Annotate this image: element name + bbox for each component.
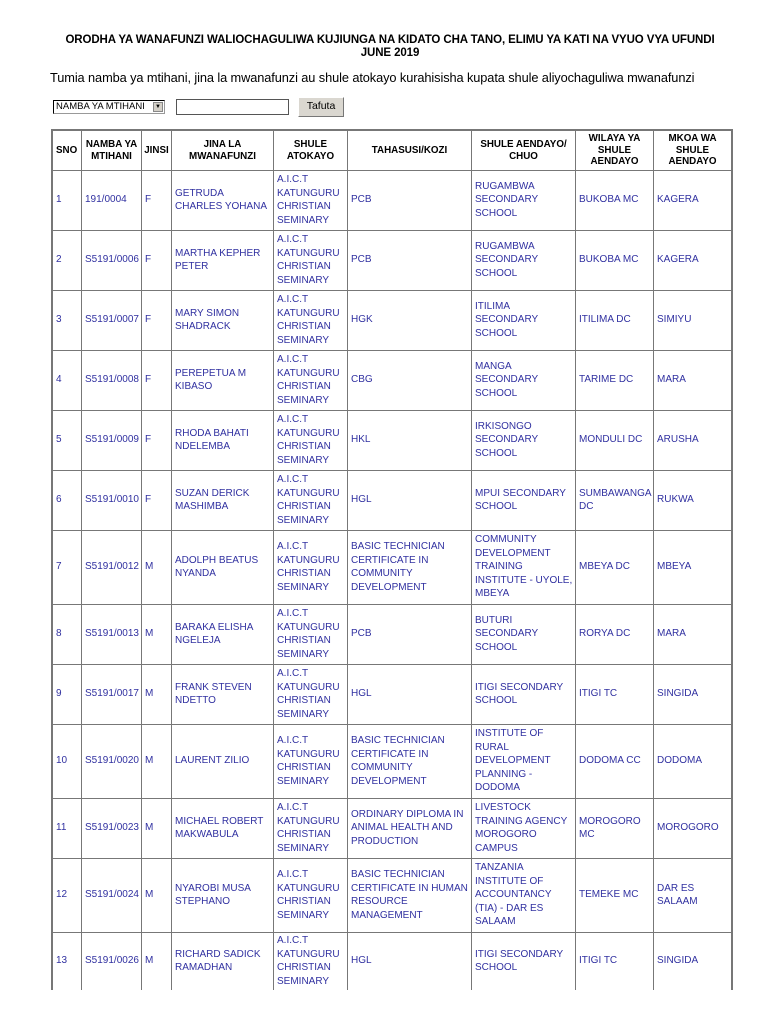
cell-sno: 13 bbox=[53, 933, 82, 990]
cell-kozi: HGL bbox=[348, 665, 472, 725]
cell-jinsi: M bbox=[142, 859, 172, 933]
chevron-down-icon[interactable]: ▼ bbox=[153, 102, 163, 112]
cell-namba: S5191/0008 bbox=[82, 351, 142, 411]
cell-sno: 9 bbox=[53, 665, 82, 725]
cell-aendayo: LIVESTOCK TRAINING AGENCY MOROGORO CAMPUS bbox=[472, 799, 576, 859]
table-row bbox=[53, 665, 731, 725]
cell-aendayo: ITILIMA SECONDARY SCHOOL bbox=[472, 291, 576, 351]
cell-jina: NYAROBI MUSA STEPHANO bbox=[172, 859, 274, 933]
table-row bbox=[53, 471, 731, 531]
cell-wilaya: BUKOBA MC bbox=[576, 171, 654, 231]
cell-aendayo: IRKISONGO SECONDARY SCHOOL bbox=[472, 411, 576, 471]
cell-wilaya: TARIME DC bbox=[576, 351, 654, 411]
page-title bbox=[40, 34, 740, 60]
cell-kozi: PCB bbox=[348, 605, 472, 665]
cell-jinsi: F bbox=[142, 471, 172, 531]
cell-namba: S5191/0010 bbox=[82, 471, 142, 531]
cell-sno: 2 bbox=[53, 231, 82, 291]
cell-jinsi: M bbox=[142, 605, 172, 665]
table-row bbox=[53, 725, 731, 799]
cell-jinsi: M bbox=[142, 665, 172, 725]
cell-jinsi: F bbox=[142, 291, 172, 351]
table-row bbox=[53, 859, 731, 933]
cell-sno: 11 bbox=[53, 799, 82, 859]
cell-jina: GETRUDA CHARLES YOHANA bbox=[172, 171, 274, 231]
cell-wilaya: ITIGI TC bbox=[576, 665, 654, 725]
cell-jina: SUZAN DERICK MASHIMBA bbox=[172, 471, 274, 531]
cell-aendayo: MPUI SECONDARY SCHOOL bbox=[472, 471, 576, 531]
cell-sno: 1 bbox=[53, 171, 82, 231]
cell-aendayo: COMMUNITY DEVELOPMENT TRAINING INSTITUTE - UYOLE, MBEYA bbox=[472, 531, 576, 605]
cell-namba: S5191/0006 bbox=[82, 231, 142, 291]
table-row bbox=[53, 231, 731, 291]
cell-sno: 4 bbox=[53, 351, 82, 411]
cell-jinsi: F bbox=[142, 351, 172, 411]
cell-kozi: BASIC TECHNICIAN CERTIFICATE IN COMMUNITY DEVELOPMENT bbox=[348, 531, 472, 605]
cell-jinsi: M bbox=[142, 531, 172, 605]
table-row bbox=[53, 531, 731, 605]
cell-sno: 10 bbox=[53, 725, 82, 799]
cell-aendayo: RUGAMBWA SECONDARY SCHOOL bbox=[472, 231, 576, 291]
cell-atokayo: A.I.C.T KATUNGURU CHRISTIAN SEMINARY bbox=[274, 471, 348, 531]
cell-jina: MARTHA KEPHER PETER bbox=[172, 231, 274, 291]
cell-mkoa: SINGIDA bbox=[654, 665, 731, 725]
cell-jina: MICHAEL ROBERT MAKWABULA bbox=[172, 799, 274, 859]
cell-jina: BARAKA ELISHA NGELEJA bbox=[172, 605, 274, 665]
column-header-kozi: TAHASUSI/KOZI bbox=[348, 131, 472, 171]
cell-namba: S5191/0024 bbox=[82, 859, 142, 933]
table-row bbox=[53, 933, 731, 990]
cell-atokayo: A.I.C.T KATUNGURU CHRISTIAN SEMINARY bbox=[274, 799, 348, 859]
cell-atokayo: A.I.C.T KATUNGURU CHRISTIAN SEMINARY bbox=[274, 231, 348, 291]
table-row bbox=[53, 171, 731, 231]
cell-kozi: BASIC TECHNICIAN CERTIFICATE IN HUMAN RESOURCE MANAGEMENT bbox=[348, 859, 472, 933]
cell-jina: FRANK STEVEN NDETTO bbox=[172, 665, 274, 725]
cell-aendayo: ITIGI SECONDARY SCHOOL bbox=[472, 665, 576, 725]
cell-jina: RHODA BAHATI NDELEMBA bbox=[172, 411, 274, 471]
cell-wilaya: DODOMA CC bbox=[576, 725, 654, 799]
results-table bbox=[51, 129, 733, 990]
column-header-aendayo: SHULE AENDAYO/ CHUO bbox=[472, 131, 576, 171]
cell-namba: 191/0004 bbox=[82, 171, 142, 231]
search-input[interactable] bbox=[176, 99, 289, 115]
table-row bbox=[53, 411, 731, 471]
cell-atokayo: A.I.C.T KATUNGURU CHRISTIAN SEMINARY bbox=[274, 171, 348, 231]
cell-atokayo: A.I.C.T KATUNGURU CHRISTIAN SEMINARY bbox=[274, 411, 348, 471]
cell-namba: S5191/0020 bbox=[82, 725, 142, 799]
cell-kozi: CBG bbox=[348, 351, 472, 411]
cell-sno: 7 bbox=[53, 531, 82, 605]
cell-mkoa: SINGIDA bbox=[657, 955, 699, 967]
page-title-line2: JUNE 2019 bbox=[360, 47, 420, 59]
cell-mkoa: MBEYA bbox=[654, 531, 731, 605]
cell-sno: 3 bbox=[53, 291, 82, 351]
cell-mkoa: ARUSHA bbox=[654, 411, 731, 471]
cell-kozi: PCB bbox=[348, 231, 472, 291]
cell-sno: 6 bbox=[53, 471, 82, 531]
cell-namba: S5191/0026 bbox=[82, 933, 142, 990]
cell-mkoa: DAR ES SALAAM bbox=[654, 859, 731, 933]
cell-wilaya: ITIGI TC bbox=[576, 933, 654, 990]
cell-atokayo: A.I.C.T KATUNGURU CHRISTIAN SEMINARY bbox=[274, 665, 348, 725]
table-header-row bbox=[53, 131, 731, 171]
cell-wilaya: RORYA DC bbox=[576, 605, 654, 665]
cell-mkoa: KAGERA bbox=[654, 231, 731, 291]
cell-aendayo: BUTURI SECONDARY SCHOOL bbox=[472, 605, 576, 665]
cell-namba: S5191/0012 bbox=[82, 531, 142, 605]
cell-atokayo: A.I.C.T KATUNGURU CHRISTIAN SEMINARY bbox=[274, 351, 348, 411]
cell-mkoa: MARA bbox=[654, 351, 731, 411]
cell-atokayo: A.I.C.T KATUNGURU CHRISTIAN SEMINARY bbox=[274, 531, 348, 605]
cell-wilaya: MOROGORO MC bbox=[576, 799, 654, 859]
cell-kozi: ORDINARY DIPLOMA IN ANIMAL HEALTH AND PRODUCTION bbox=[348, 799, 472, 859]
search-field-select[interactable] bbox=[53, 100, 165, 114]
cell-atokayo: A.I.C.T KATUNGURU CHRISTIAN SEMINARY bbox=[274, 605, 348, 665]
table-row bbox=[53, 351, 731, 411]
column-header-mkoa: MKOA WA SHULE AENDAYO bbox=[654, 131, 731, 171]
cell-wilaya: SUMBAWANGA DC bbox=[576, 471, 654, 531]
cell-namba: S5191/0013 bbox=[82, 605, 142, 665]
cell-mkoa: MARA bbox=[654, 605, 731, 665]
cell-aendayo: MANGA SECONDARY SCHOOL bbox=[472, 351, 576, 411]
cell-mkoa: MOROGORO bbox=[654, 799, 731, 859]
cell-jina: MARY SIMON SHADRACK bbox=[172, 291, 274, 351]
cell-wilaya: BUKOBA MC bbox=[576, 231, 654, 291]
cell-wilaya: TEMEKE MC bbox=[576, 859, 654, 933]
cell-kozi: HGL bbox=[348, 933, 472, 990]
cell-aendayo: RUGAMBWA SECONDARY SCHOOL bbox=[472, 171, 576, 231]
column-header-jina: JINA LA MWANAFUNZI bbox=[172, 131, 274, 171]
cell-jina: ADOLPH BEATUS NYANDA bbox=[172, 531, 274, 605]
cell-jinsi: F bbox=[142, 411, 172, 471]
cell-mkoa: KAGERA bbox=[654, 171, 731, 231]
cell-jinsi: F bbox=[142, 171, 172, 231]
cell-jinsi: F bbox=[142, 231, 172, 291]
cell-jinsi: M bbox=[142, 725, 172, 799]
column-header-sno: SNO bbox=[53, 131, 82, 171]
search-field-select-value: NAMBA YA MTIHANI bbox=[56, 101, 145, 112]
instruction-text: Tumia namba ya mtihani, jina la mwanafunzi au shule atokayo kurahisisha kupata shule aliyochaguliwa mwanafunzi bbox=[50, 70, 695, 85]
cell-jina: RICHARD SADICK RAMADHAN bbox=[172, 933, 274, 990]
cell-sno: 12 bbox=[53, 859, 82, 933]
cell-sno: 5 bbox=[53, 411, 82, 471]
search-button[interactable]: Tafuta bbox=[298, 97, 344, 117]
table-row bbox=[53, 291, 731, 351]
cell-jina: LAURENT ZILIO bbox=[172, 725, 274, 799]
cell-aendayo: TANZANIA INSTITUTE OF ACCOUNTANCY (TIA) - DAR ES SALAAM bbox=[472, 859, 576, 933]
cell-sno: 8 bbox=[53, 605, 82, 665]
cell-atokayo: A.I.C.T KATUNGURU CHRISTIAN SEMINARY bbox=[274, 291, 348, 351]
cell-atokayo: A.I.C.T KATUNGURU CHRISTIAN SEMINARY bbox=[274, 933, 348, 990]
cell-aendayo: INSTITUTE OF RURAL DEVELOPMENT PLANNING - DODOMA bbox=[472, 725, 576, 799]
cell-mkoa: SIMIYU bbox=[654, 291, 731, 351]
cell-aendayo: ITIGI SECONDARY SCHOOL bbox=[472, 933, 576, 990]
column-header-jinsi: JINSI bbox=[142, 131, 172, 171]
table-row bbox=[53, 799, 731, 859]
cell-namba: S5191/0017 bbox=[82, 665, 142, 725]
column-header-atokayo: SHULE ATOKAYO bbox=[274, 131, 348, 171]
column-header-namba: NAMBA YA MTIHANI bbox=[82, 131, 142, 171]
cell-wilaya: MONDULI DC bbox=[576, 411, 654, 471]
page-title-line1: ORODHA YA WANAFUNZI WALIOCHAGULIWA KUJIUNGA NA KIDATO CHA TANO, ELIMU YA KATI NA VYUO VYA UFUNDI bbox=[65, 34, 715, 46]
cell-kozi: HGK bbox=[348, 291, 472, 351]
cell-kozi: HGL bbox=[348, 471, 472, 531]
cell-kozi: BASIC TECHNICIAN CERTIFICATE IN COMMUNITY DEVELOPMENT bbox=[348, 725, 472, 799]
cell-jinsi: M bbox=[142, 933, 172, 990]
table-row bbox=[53, 605, 731, 665]
cell-mkoa: DODOMA bbox=[654, 725, 731, 799]
cell-namba: S5191/0007 bbox=[82, 291, 142, 351]
column-header-wilaya: WILAYA YA SHULE AENDAYO bbox=[576, 131, 654, 171]
cell-atokayo: A.I.C.T KATUNGURU CHRISTIAN SEMINARY bbox=[274, 859, 348, 933]
cell-jinsi: M bbox=[142, 799, 172, 859]
cell-wilaya: MBEYA DC bbox=[576, 531, 654, 605]
cell-atokayo: A.I.C.T KATUNGURU CHRISTIAN SEMINARY bbox=[274, 725, 348, 799]
cell-kozi: HKL bbox=[348, 411, 472, 471]
cell-mkoa: RUKWA bbox=[654, 471, 731, 531]
cell-kozi: PCB bbox=[348, 171, 472, 231]
cell-namba: S5191/0023 bbox=[82, 799, 142, 859]
cell-wilaya: ITILIMA DC bbox=[576, 291, 654, 351]
cell-jina: PEREPETUA M KIBASO bbox=[172, 351, 274, 411]
cell-namba: S5191/0009 bbox=[82, 411, 142, 471]
